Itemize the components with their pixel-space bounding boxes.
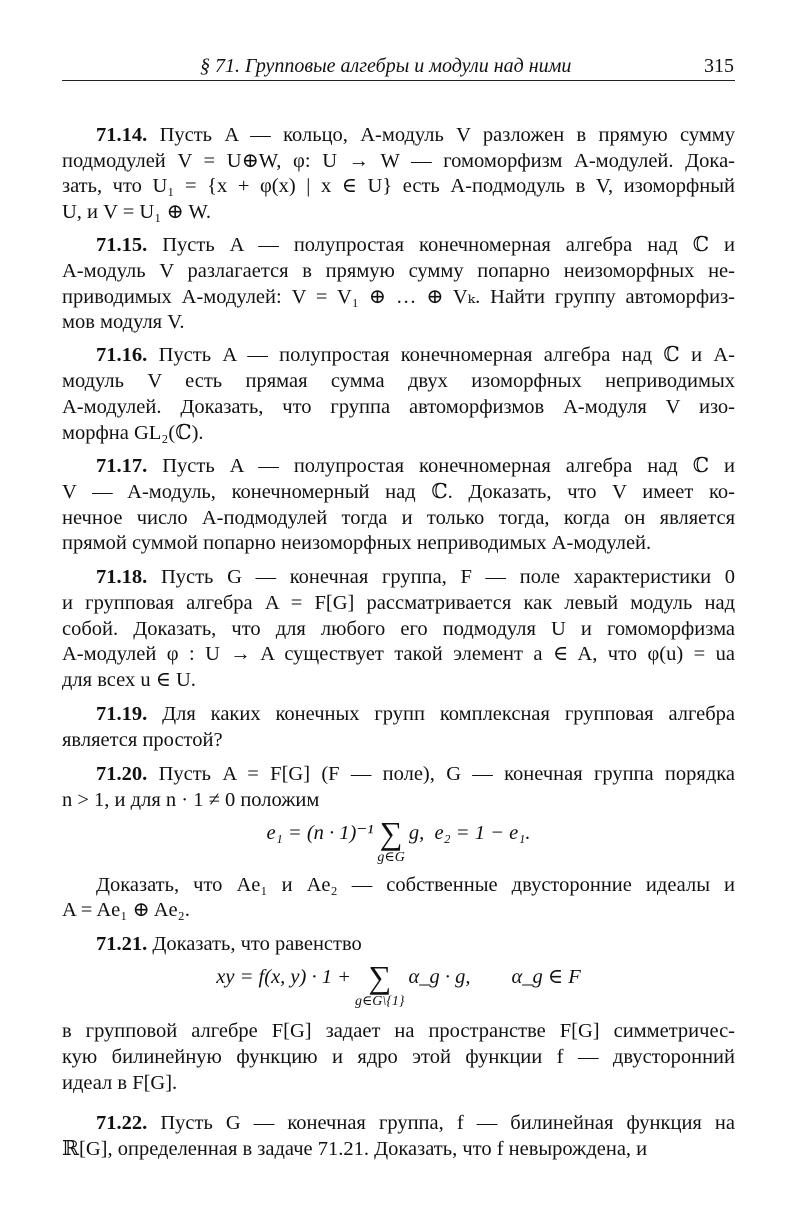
text-line [62, 727, 735, 753]
line-text: Пусть G — конечная группа, F — поле характеристики 0 [160, 566, 735, 588]
sum-symbol: ∑ [379, 815, 403, 851]
line-text: Доказать, что равенство [152, 933, 362, 955]
sum-subscript: g∈G [377, 850, 405, 865]
display-formula [62, 960, 735, 1010]
text-line [62, 258, 735, 284]
text-line [96, 564, 735, 590]
display-formula [62, 816, 735, 866]
problem-number: 71.17. [96, 455, 148, 477]
text-line [62, 1136, 735, 1162]
line-text: прямой суммой попарно неизоморфных неприводимых A-модулей. [62, 532, 652, 554]
line-text: и групповая алгебра A = F[G] рассматривается как левый модуль над [62, 592, 735, 614]
line-text: A = Ae₁ ⊕ Ae₂. [62, 899, 190, 921]
text-line [62, 667, 735, 693]
line-text: подмодулей V = U⊕W, φ: U → W — гомоморфизм A-модулей. Дока- [62, 150, 735, 172]
text-line [62, 479, 735, 505]
line-text: A-модулей φ : U → A существует такой элемент a ∈ A, что φ(u) = ua [62, 643, 735, 665]
text-line [96, 701, 735, 727]
sum-subscript: g∈G\{1} [354, 994, 405, 1009]
line-text: A-модулей. Доказать, что группа автоморфизмов A-модуля V изо- [62, 396, 735, 418]
line-text: нечное число A-подмодулей тогда и только тогда, когда он является [62, 507, 735, 529]
sum-group [377, 816, 404, 866]
line-text: Пусть A — полупростая конечномерная алгебра над ℂ и [162, 455, 735, 477]
text-line [62, 616, 735, 642]
problem-number: 71.15. [96, 234, 148, 256]
text-line [96, 931, 735, 957]
problem-number: 71.16. [96, 344, 148, 366]
header-rule [62, 80, 735, 81]
problem-number: 71.14. [96, 124, 148, 146]
text-line [62, 787, 735, 813]
line-text: кую билинейную функцию и ядро этой функции f — двусторонний [62, 1046, 735, 1068]
text-line [62, 148, 735, 174]
line-text: V — A-модуль, конечномерный над ℂ. Доказать, что V имеет ко- [62, 481, 735, 503]
text-line [96, 232, 735, 258]
text-line [62, 505, 735, 531]
line-text: Доказать, что Ae₁ и Ae₂ — собственные двусторонние идеалы и [96, 874, 735, 896]
line-text: зать, что U₁ = {x + φ(x) | x ∈ U} есть A-подмодуль в V, изоморфный [62, 175, 735, 197]
line-text: идеал в F[G]. [62, 1072, 178, 1094]
line-text: Пусть A — полупростая конечномерная алгебра над ℂ и A- [158, 344, 735, 366]
text-line [96, 453, 735, 479]
text-line [62, 394, 735, 420]
page-number: 315 [704, 55, 734, 77]
line-text: мов модуля V. [62, 311, 185, 333]
text-line [62, 284, 735, 310]
text-line [62, 641, 735, 667]
line-text: A-модуль V разлагается в прямую сумму попарно неизоморфных не- [62, 260, 735, 282]
text-line [96, 761, 735, 787]
text-line [62, 1044, 735, 1070]
text-line [96, 872, 735, 898]
text-line [62, 368, 735, 394]
text-line [96, 1110, 735, 1136]
line-text: n > 1, и для n · 1 ≠ 0 положим [62, 789, 320, 811]
line-text: Пусть A — полупростая конечномерная алгебра над ℂ и [162, 234, 735, 256]
line-text: Пусть A — кольцо, A-модуль V разложен в прямую сумму [159, 124, 735, 146]
text-line [62, 1070, 735, 1096]
formula-left: e₁ = (n · 1)⁻¹ [266, 822, 374, 844]
text-line [62, 420, 735, 446]
line-text: модуль V есть прямая сумма двух изоморфных неприводимых [62, 370, 735, 392]
problem-number: 71.19. [96, 703, 148, 725]
line-text: Пусть G — конечная группа, f — билинейная функция на [160, 1112, 735, 1134]
line-text: Для каких конечных групп комплексная групповая алгебра [162, 703, 735, 725]
line-text: приводимых A-модулей: V = V₁ ⊕ … ⊕ Vₖ. Найти группу автоморфиз- [62, 286, 735, 308]
sum-symbol: ∑ [368, 959, 392, 995]
text-line [62, 590, 735, 616]
text-line [62, 173, 735, 199]
text-line [96, 342, 735, 368]
line-text: собой. Доказать, что для любого его подмодуля U и гомоморфизма [62, 618, 735, 640]
problem-number: 71.21. [96, 933, 148, 955]
problem-number: 71.18. [96, 566, 148, 588]
problem-number: 71.22. [96, 1112, 148, 1134]
line-text: ℝ[G], определенная в задаче 71.21. Доказать, что f невырождена, и [62, 1138, 648, 1160]
line-text: морфна GL₂(ℂ). [62, 422, 204, 444]
line-text: в групповой алгебре F[G] задает на пространстве F[G] симметричес- [62, 1020, 735, 1042]
text-line [62, 897, 735, 923]
line-text: является простой? [62, 729, 223, 751]
text-line [62, 309, 735, 335]
line-text: для всех u ∈ U. [62, 669, 196, 691]
line-text: U, и V = U₁ ⊕ W. [62, 201, 211, 223]
text-line [62, 1018, 735, 1044]
formula-left: xy = f(x, y) · 1 + [216, 966, 351, 988]
text-line [62, 199, 735, 225]
sum-group [355, 960, 405, 1010]
text-line [62, 530, 735, 556]
running-header-title: § 71. Групповые алгебры и модули над ними [200, 55, 572, 77]
formula-right: α_g · g, α_g ∈ F [408, 966, 581, 988]
line-text: Пусть A = F[G] (F — поле), G — конечная группа порядка [158, 763, 735, 785]
formula-right: g, e₂ = 1 − e₁. [408, 822, 531, 844]
text-line [96, 122, 735, 148]
problem-number: 71.20. [96, 763, 148, 785]
